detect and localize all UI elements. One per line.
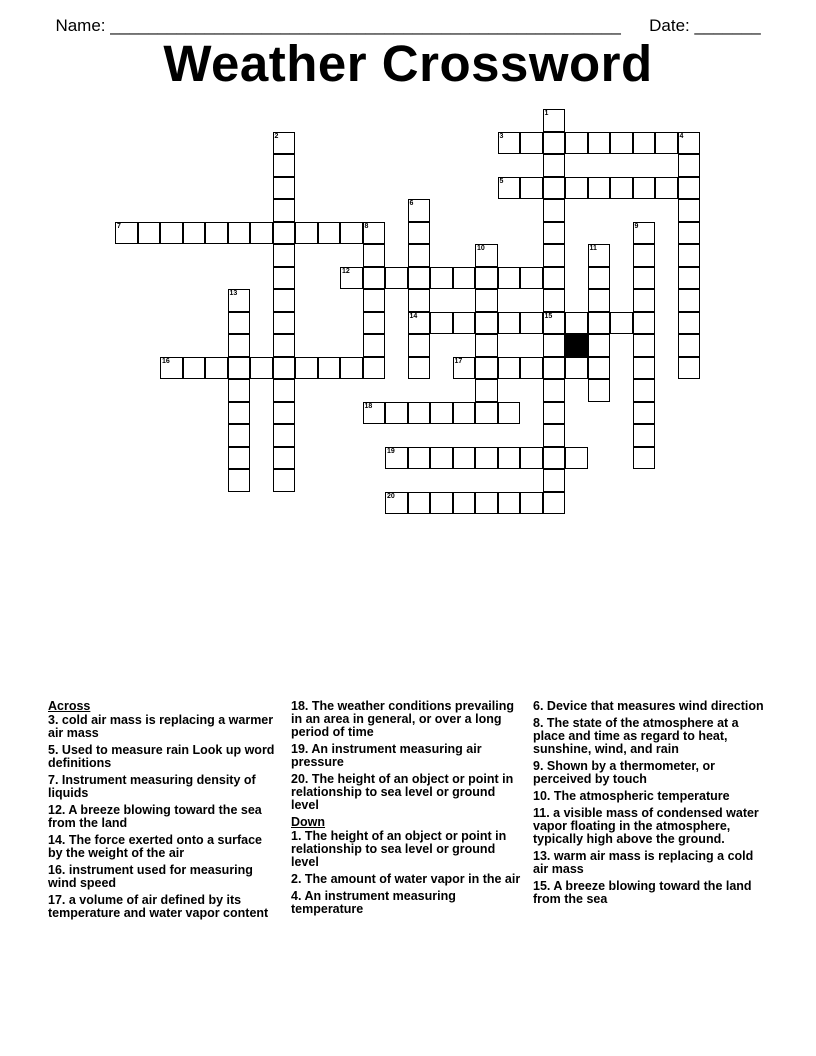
grid-cell[interactable] — [228, 447, 251, 470]
grid-cell[interactable] — [115, 222, 138, 245]
grid-cell[interactable] — [228, 289, 251, 312]
clue-text: warm air mass is replacing a cold air mass — [533, 849, 754, 876]
grid-cell[interactable] — [363, 244, 386, 267]
grid-cell[interactable] — [273, 177, 296, 200]
clue-number: 10 — [477, 245, 485, 252]
grid-cell[interactable] — [610, 177, 633, 200]
grid-cell[interactable] — [678, 357, 701, 380]
grid-cell[interactable] — [678, 334, 701, 357]
grid-cell[interactable] — [273, 154, 296, 177]
grid-cell[interactable] — [408, 222, 431, 245]
clue-number: 1 — [544, 110, 549, 117]
grid-cell[interactable] — [678, 222, 701, 245]
clue-number: 19 — [387, 447, 395, 455]
grid-cell[interactable] — [678, 289, 701, 312]
grid-cell[interactable] — [453, 357, 476, 380]
clue-text: The height of an object or point in relationship to sea level or ground level — [291, 829, 507, 869]
grid-cell[interactable] — [678, 177, 701, 200]
grid-cell[interactable] — [453, 402, 476, 425]
grid-cell[interactable] — [520, 312, 543, 335]
grid-cell[interactable] — [385, 492, 408, 515]
grid-cell[interactable] — [543, 357, 566, 380]
grid-cell[interactable] — [498, 132, 521, 155]
grid-cell[interactable] — [363, 334, 386, 357]
grid-cell[interactable] — [475, 334, 498, 357]
shaded-cell — [565, 334, 588, 357]
grid-cell[interactable] — [385, 267, 408, 290]
grid-cell[interactable] — [385, 402, 408, 425]
clue-text: Used to measure rain Look up word definitions — [48, 743, 275, 770]
clue-number: 15 — [544, 312, 553, 320]
grid-cell[interactable] — [588, 289, 611, 312]
grid-cell[interactable] — [295, 222, 318, 245]
grid-cell[interactable] — [475, 357, 498, 380]
grid-cell[interactable] — [408, 312, 431, 335]
grid-cell[interactable] — [678, 154, 701, 177]
clue-item — [48, 744, 280, 770]
grid-cell[interactable] — [543, 289, 566, 312]
clue-number-label: 13. — [533, 849, 551, 863]
clue-number-label: 1. — [291, 829, 302, 843]
clue-text: The weather conditions prevailing in an area in general, or over a long period of time — [291, 699, 514, 739]
clue-text: Instrument measuring density of liquids — [48, 773, 256, 800]
grid-cell[interactable] — [475, 267, 498, 290]
grid-cell[interactable] — [363, 312, 386, 335]
clue-number-label: 6. — [533, 699, 544, 713]
down-heading: Down — [291, 815, 326, 829]
clue-number-label: 12. — [48, 803, 66, 817]
clue-item — [291, 890, 523, 916]
clue-number-label: 15. — [533, 879, 551, 893]
clue-text: instrument used for measuring wind speed — [48, 863, 253, 890]
grid-cell[interactable] — [408, 402, 431, 425]
grid-cell[interactable] — [543, 334, 566, 357]
grid-cell[interactable] — [678, 199, 701, 222]
grid-cell[interactable] — [543, 379, 566, 402]
clues-column-2 — [291, 700, 523, 920]
grid-cell[interactable] — [565, 447, 588, 470]
grid-cell[interactable] — [363, 267, 386, 290]
grid-cell[interactable] — [273, 312, 296, 335]
grid-cell[interactable] — [453, 492, 476, 515]
grid-cell[interactable] — [385, 447, 408, 470]
grid-cell[interactable] — [228, 222, 251, 245]
clue-item — [48, 774, 280, 800]
grid-cell[interactable] — [633, 424, 656, 447]
grid-cell[interactable] — [408, 447, 431, 470]
grid-cell[interactable] — [363, 357, 386, 380]
grid-cell[interactable] — [453, 447, 476, 470]
grid-cell[interactable] — [363, 289, 386, 312]
grid-cell[interactable] — [183, 222, 206, 245]
grid-cell[interactable] — [565, 132, 588, 155]
grid-cell[interactable] — [543, 109, 566, 132]
grid-cell[interactable] — [678, 132, 701, 155]
grid-cell[interactable] — [588, 312, 611, 335]
clue-number-label: 9. — [533, 759, 544, 773]
clue-number-label: 8. — [533, 716, 544, 730]
grid-cell[interactable] — [520, 447, 543, 470]
grid-cell[interactable] — [588, 177, 611, 200]
grid-cell[interactable] — [475, 312, 498, 335]
clue-text: The state of the atmosphere at a place and time as regard to heat, sunshine, wind, and rain — [533, 716, 739, 756]
grid-cell[interactable] — [633, 244, 656, 267]
clue-text: An instrument measuring air pressure — [291, 742, 482, 769]
grid-cell[interactable] — [160, 222, 183, 245]
clue-number-label: 17. — [48, 893, 66, 907]
grid-cell[interactable] — [678, 267, 701, 290]
grid-cell[interactable] — [408, 199, 431, 222]
clue-item — [533, 807, 765, 846]
grid-cell[interactable] — [273, 379, 296, 402]
grid-cell[interactable] — [543, 222, 566, 245]
grid-cell[interactable] — [273, 132, 296, 155]
clue-item — [48, 804, 280, 830]
clue-number-label: 2. — [291, 872, 302, 886]
grid-cell[interactable] — [498, 402, 521, 425]
grid-cell[interactable] — [408, 334, 431, 357]
clue-item — [291, 830, 523, 869]
grid-cell[interactable] — [475, 492, 498, 515]
grid-cell[interactable] — [633, 402, 656, 425]
grid-cell[interactable] — [633, 312, 656, 335]
grid-cell[interactable] — [633, 267, 656, 290]
clue-number-label: 5. — [48, 743, 59, 757]
grid-cell[interactable] — [228, 312, 251, 335]
clue-text: Device that measures wind direction — [543, 699, 764, 713]
clue-text: The amount of water vapor in the air — [301, 872, 521, 886]
grid-cell[interactable] — [543, 312, 566, 335]
grid-cell[interactable] — [295, 357, 318, 380]
grid-cell[interactable] — [588, 244, 611, 267]
clue-number-label: 14. — [48, 833, 66, 847]
grid-cell[interactable] — [228, 424, 251, 447]
clue-number: 4 — [679, 132, 684, 140]
clue-number: 17 — [454, 357, 463, 365]
grid-cell[interactable] — [408, 289, 431, 312]
clue-item — [533, 790, 765, 803]
grid-cell[interactable] — [205, 222, 228, 245]
clue-number: 13 — [229, 290, 238, 297]
clue-number-label: 10. — [533, 789, 551, 803]
grid-cell[interactable] — [633, 177, 656, 200]
clue-number: 14 — [409, 312, 418, 320]
grid-cell[interactable] — [520, 132, 543, 155]
clue-item — [533, 850, 765, 876]
grid-cell[interactable] — [273, 357, 296, 380]
grid-cell[interactable] — [430, 312, 453, 335]
grid-cell[interactable] — [430, 267, 453, 290]
grid-cell[interactable] — [543, 154, 566, 177]
grid-cell[interactable] — [408, 244, 431, 267]
clue-text: a volume of air defined by its temperature and water vapor content — [48, 893, 269, 920]
clue-item — [533, 717, 765, 756]
clue-number: 8 — [364, 222, 369, 230]
grid-cell[interactable] — [543, 402, 566, 425]
clue-number-label: 19. — [291, 742, 309, 756]
grid-cell[interactable] — [678, 312, 701, 335]
clues-column-1 — [48, 700, 280, 924]
grid-cell[interactable] — [340, 222, 363, 245]
clue-item — [533, 880, 765, 906]
grid-cell[interactable] — [633, 357, 656, 380]
grid-cell[interactable] — [565, 177, 588, 200]
grid-cell[interactable] — [543, 447, 566, 470]
grid-cell[interactable] — [430, 447, 453, 470]
clue-number-label: 7. — [48, 773, 59, 787]
grid-cell[interactable] — [273, 222, 296, 245]
grid-cell[interactable] — [228, 357, 251, 380]
grid-cell[interactable] — [183, 357, 206, 380]
grid-cell[interactable] — [655, 177, 678, 200]
clue-item — [533, 700, 765, 713]
clue-item — [48, 714, 280, 740]
clue-number: 12 — [342, 267, 350, 275]
grid-cell[interactable] — [588, 379, 611, 402]
grid-cell[interactable] — [430, 492, 453, 515]
name-line: Name: ______________________________________________________ — [55, 16, 621, 35]
grid-cell[interactable] — [633, 132, 656, 155]
clue-number: 2 — [274, 132, 279, 140]
clue-item — [291, 700, 523, 739]
grid-cell[interactable] — [273, 447, 296, 470]
grid-cell[interactable] — [273, 469, 296, 492]
clue-text: cold air mass is replacing a warmer air mass — [48, 713, 274, 740]
grid-cell[interactable] — [273, 424, 296, 447]
grid-cell[interactable] — [565, 312, 588, 335]
grid-cell[interactable] — [273, 267, 296, 290]
grid-cell[interactable] — [475, 289, 498, 312]
grid-cell[interactable] — [565, 357, 588, 380]
grid-cell[interactable] — [610, 132, 633, 155]
page-title: Weather Crossword — [163, 35, 653, 92]
clue-number: 7 — [117, 222, 121, 230]
clue-number-label: 18. — [291, 699, 309, 713]
grid-cell[interactable] — [543, 424, 566, 447]
grid-cell[interactable] — [475, 379, 498, 402]
grid-cell[interactable] — [250, 357, 273, 380]
grid-cell[interactable] — [475, 402, 498, 425]
grid-cell[interactable] — [543, 492, 566, 515]
clue-item — [291, 873, 523, 886]
grid-cell[interactable] — [273, 199, 296, 222]
clue-text: a visible mass of condensed water vapor floating in the atmosphere, typically high above the ground. — [533, 806, 759, 846]
clue-number-label: 3. — [48, 713, 59, 727]
clue-item — [291, 743, 523, 769]
clue-item — [533, 760, 765, 786]
grid-cell[interactable] — [633, 222, 656, 245]
clue-number-label: 4. — [291, 889, 302, 903]
grid-cell[interactable] — [273, 402, 296, 425]
grid-cell[interactable] — [498, 357, 521, 380]
grid-cell[interactable] — [363, 402, 386, 425]
grid-cell[interactable] — [273, 289, 296, 312]
grid-cell[interactable] — [205, 357, 228, 380]
grid-cell[interactable] — [453, 312, 476, 335]
clue-text: An instrument measuring temperature — [291, 889, 456, 916]
clue-number-label: 16. — [48, 863, 66, 877]
grid-cell[interactable] — [633, 447, 656, 470]
clue-number: 6 — [409, 200, 414, 207]
clue-item — [48, 834, 280, 860]
grid-cell[interactable] — [250, 222, 273, 245]
grid-cell[interactable] — [408, 492, 431, 515]
grid-cell[interactable] — [655, 132, 678, 155]
grid-cell[interactable] — [273, 244, 296, 267]
clue-text: The force exerted onto a surface by the weight of the air — [48, 833, 262, 860]
clue-number: 11 — [589, 245, 597, 252]
across-heading: Across — [48, 699, 91, 713]
clue-number: 20 — [387, 492, 395, 500]
grid-cell[interactable] — [475, 447, 498, 470]
grid-cell[interactable] — [543, 132, 566, 155]
grid-cell[interactable] — [453, 267, 476, 290]
clue-number-label: 20. — [291, 772, 309, 786]
clue-number: 9 — [634, 222, 639, 230]
grid-cell[interactable] — [408, 357, 431, 380]
grid-cell[interactable] — [340, 267, 363, 290]
grid-cell[interactable] — [588, 267, 611, 290]
grid-cell[interactable] — [520, 267, 543, 290]
grid-cell[interactable] — [633, 379, 656, 402]
grid-cell[interactable] — [543, 199, 566, 222]
grid-cell[interactable] — [498, 492, 521, 515]
clue-text: The atmospheric temperature — [550, 789, 730, 803]
grid-cell[interactable] — [363, 222, 386, 245]
grid-cell[interactable] — [543, 177, 566, 200]
date-line: Date: _______ — [649, 16, 761, 35]
clue-number: 18 — [364, 402, 373, 410]
grid-cell[interactable] — [273, 334, 296, 357]
clue-item — [291, 773, 523, 812]
grid-cell[interactable] — [610, 312, 633, 335]
grid-cell[interactable] — [498, 312, 521, 335]
grid-cell[interactable] — [588, 132, 611, 155]
clue-number-label: 11. — [533, 806, 550, 820]
grid-cell[interactable] — [408, 267, 431, 290]
clues-column-3 — [533, 700, 765, 910]
grid-cell[interactable] — [228, 334, 251, 357]
grid-cell[interactable] — [318, 357, 341, 380]
clue-text: Shown by a thermometer, or perceived by touch — [533, 759, 716, 786]
grid-cell[interactable] — [228, 469, 251, 492]
grid-cell[interactable] — [633, 334, 656, 357]
grid-cell[interactable] — [498, 177, 521, 200]
grid-cell[interactable] — [543, 267, 566, 290]
grid-cell[interactable] — [588, 334, 611, 357]
grid-cell[interactable] — [498, 447, 521, 470]
clue-item — [48, 864, 280, 890]
grid-cell[interactable] — [138, 222, 161, 245]
grid-cell[interactable] — [160, 357, 183, 380]
grid-cell[interactable] — [475, 244, 498, 267]
clue-number: 5 — [499, 177, 504, 185]
grid-cell[interactable] — [543, 244, 566, 267]
clue-number: 3 — [499, 132, 504, 140]
clue-text: A breeze blowing toward the sea from the land — [48, 803, 262, 830]
clue-item — [48, 894, 280, 920]
grid-cell[interactable] — [430, 402, 453, 425]
grid-cell[interactable] — [520, 492, 543, 515]
clue-text: The height of an object or point in relationship to sea level or ground level — [291, 772, 514, 812]
grid-cell[interactable] — [633, 289, 656, 312]
grid-cell[interactable] — [588, 357, 611, 380]
grid-cell[interactable] — [228, 402, 251, 425]
clue-text: A breeze blowing toward the land from the sea — [533, 879, 752, 906]
grid-cell[interactable] — [498, 267, 521, 290]
clue-number: 16 — [162, 357, 170, 365]
grid-cell[interactable] — [543, 469, 566, 492]
grid-cell[interactable] — [520, 177, 543, 200]
grid-cell[interactable] — [228, 379, 251, 402]
grid-cell[interactable] — [678, 244, 701, 267]
grid-cell[interactable] — [520, 357, 543, 380]
grid-cell[interactable] — [340, 357, 363, 380]
grid-cell[interactable] — [318, 222, 341, 245]
